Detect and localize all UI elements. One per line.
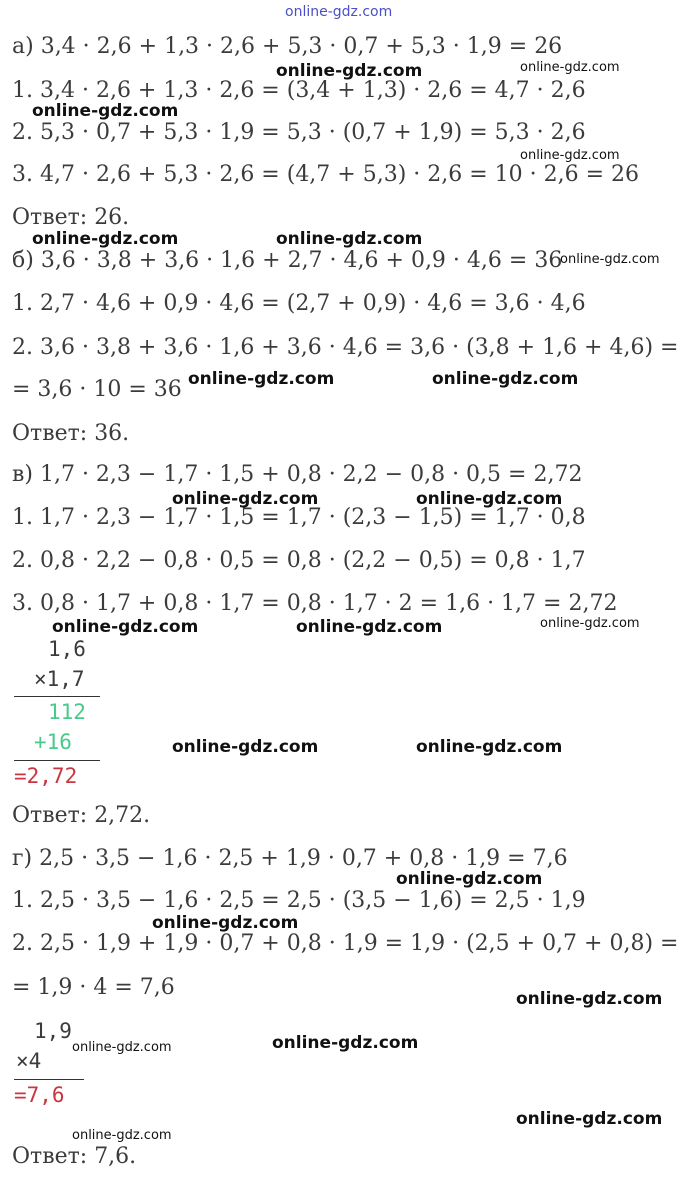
watermark: online-gdz.com [32, 101, 179, 121]
calc-divider [14, 1079, 84, 1080]
partial-product-2: +16 [34, 730, 72, 754]
calc-result: =7,6 [14, 1083, 65, 1107]
watermark: online-gdz.com [32, 229, 179, 249]
watermark: online-gdz.com [516, 1109, 663, 1129]
multiplicand: 1,9 [34, 1019, 72, 1043]
calc-divider [14, 760, 100, 761]
problem-g-statement: г) 2,5 · 3,5 − 1,6 · 2,5 + 1,9 · 0,7 + 0,8 · 1,9 = 7,6 [12, 846, 568, 871]
problem-v-answer: Ответ: 2,72. [12, 803, 151, 828]
calc-result: =2,72 [14, 764, 78, 788]
watermark: online-gdz.com [52, 617, 199, 637]
problem-b-step-2-cont: = 3,6 · 10 = 36 [12, 377, 182, 402]
problem-a-step-2: 2. 5,3 · 0,7 + 5,3 · 1,9 = 5,3 · (0,7 + 1,9) = 5,3 · 2,6 [12, 120, 586, 145]
problem-g-answer: Ответ: 7,6. [12, 1144, 137, 1169]
problem-a-step-3: 3. 4,7 · 2,6 + 5,3 · 2,6 = (4,7 + 5,3) · 2,6 = 10 · 2,6 = 26 [12, 162, 640, 187]
problem-g-step-2: 2. 2,5 · 1,9 + 1,9 · 0,7 + 0,8 · 1,9 = 1,9 · (2,5 + 0,7 + 0,8) = [12, 931, 679, 956]
problem-a-answer: Ответ: 26. [12, 205, 130, 230]
watermark: online-gdz.com [72, 1040, 172, 1055]
calc-divider [14, 696, 100, 697]
watermark: online-gdz.com [272, 1033, 419, 1053]
multiplicand: 1,6 [48, 637, 86, 661]
problem-b-step-2: 2. 3,6 · 3,8 + 3,6 · 1,6 + 3,6 · 4,6 = 3,6 · (3,8 + 1,6 + 4,6) = [12, 335, 679, 360]
partial-product-1: 112 [48, 700, 86, 724]
watermark: online-gdz.com [560, 252, 660, 267]
watermark: online-gdz.com [152, 913, 299, 933]
watermark: online-gdz.com [172, 737, 319, 757]
multiplier: ×4 [16, 1049, 42, 1073]
watermark: online-gdz.com [296, 617, 443, 637]
problem-v-statement: в) 1,7 · 2,3 − 1,7 · 1,5 + 0,8 · 2,2 − 0,8 · 0,5 = 2,72 [12, 462, 583, 487]
watermark: online-gdz.com [540, 616, 640, 631]
watermark: online-gdz.com [520, 60, 620, 75]
watermark: online-gdz.com [520, 148, 620, 163]
problem-b-answer: Ответ: 36. [12, 421, 130, 446]
watermark: online-gdz.com [172, 489, 319, 509]
watermark: online-gdz.com [516, 989, 663, 1009]
problem-g-step-2-cont: = 1,9 · 4 = 7,6 [12, 975, 175, 1000]
watermark: online-gdz.com [72, 1128, 172, 1143]
watermark: online-gdz.com [416, 737, 563, 757]
problem-g-step-1: 1. 2,5 · 3,5 − 1,6 · 2,5 = 2,5 · (3,5 − 1,6) = 2,5 · 1,9 [12, 888, 586, 913]
problem-b-step-1: 1. 2,7 · 4,6 + 0,9 · 4,6 = (2,7 + 0,9) · 4,6 = 3,6 · 4,6 [12, 291, 586, 316]
problem-b-statement: б) 3,6 · 3,8 + 3,6 · 1,6 + 2,7 · 4,6 + 0,9 · 4,6 = 36 [12, 248, 563, 273]
multiplier: ×1,7 [34, 667, 85, 691]
problem-v-step-2: 2. 0,8 · 2,2 − 0,8 · 0,5 = 0,8 · (2,2 − 0,5) = 0,8 · 1,7 [12, 548, 586, 573]
watermark: online-gdz.com [188, 369, 335, 389]
problem-v-step-3: 3. 0,8 · 1,7 + 0,8 · 1,7 = 0,8 · 1,7 · 2 = 1,6 · 1,7 = 2,72 [12, 591, 618, 616]
header-watermark: online-gdz.com [285, 4, 393, 20]
watermark: online-gdz.com [396, 869, 543, 889]
problem-v-step-1: 1. 1,7 · 2,3 − 1,7 · 1,5 = 1,7 · (2,3 − 1,5) = 1,7 · 0,8 [12, 505, 586, 530]
problem-a-step-1: 1. 3,4 · 2,6 + 1,3 · 2,6 = (3,4 + 1,3) · 2,6 = 4,7 · 2,6 [12, 78, 586, 103]
problem-a-statement: а) 3,4 · 2,6 + 1,3 · 2,6 + 5,3 · 0,7 + 5,3 · 1,9 = 26 [12, 34, 563, 59]
watermark: online-gdz.com [276, 61, 423, 81]
watermark: online-gdz.com [276, 229, 423, 249]
watermark: online-gdz.com [416, 489, 563, 509]
watermark: online-gdz.com [432, 369, 579, 389]
